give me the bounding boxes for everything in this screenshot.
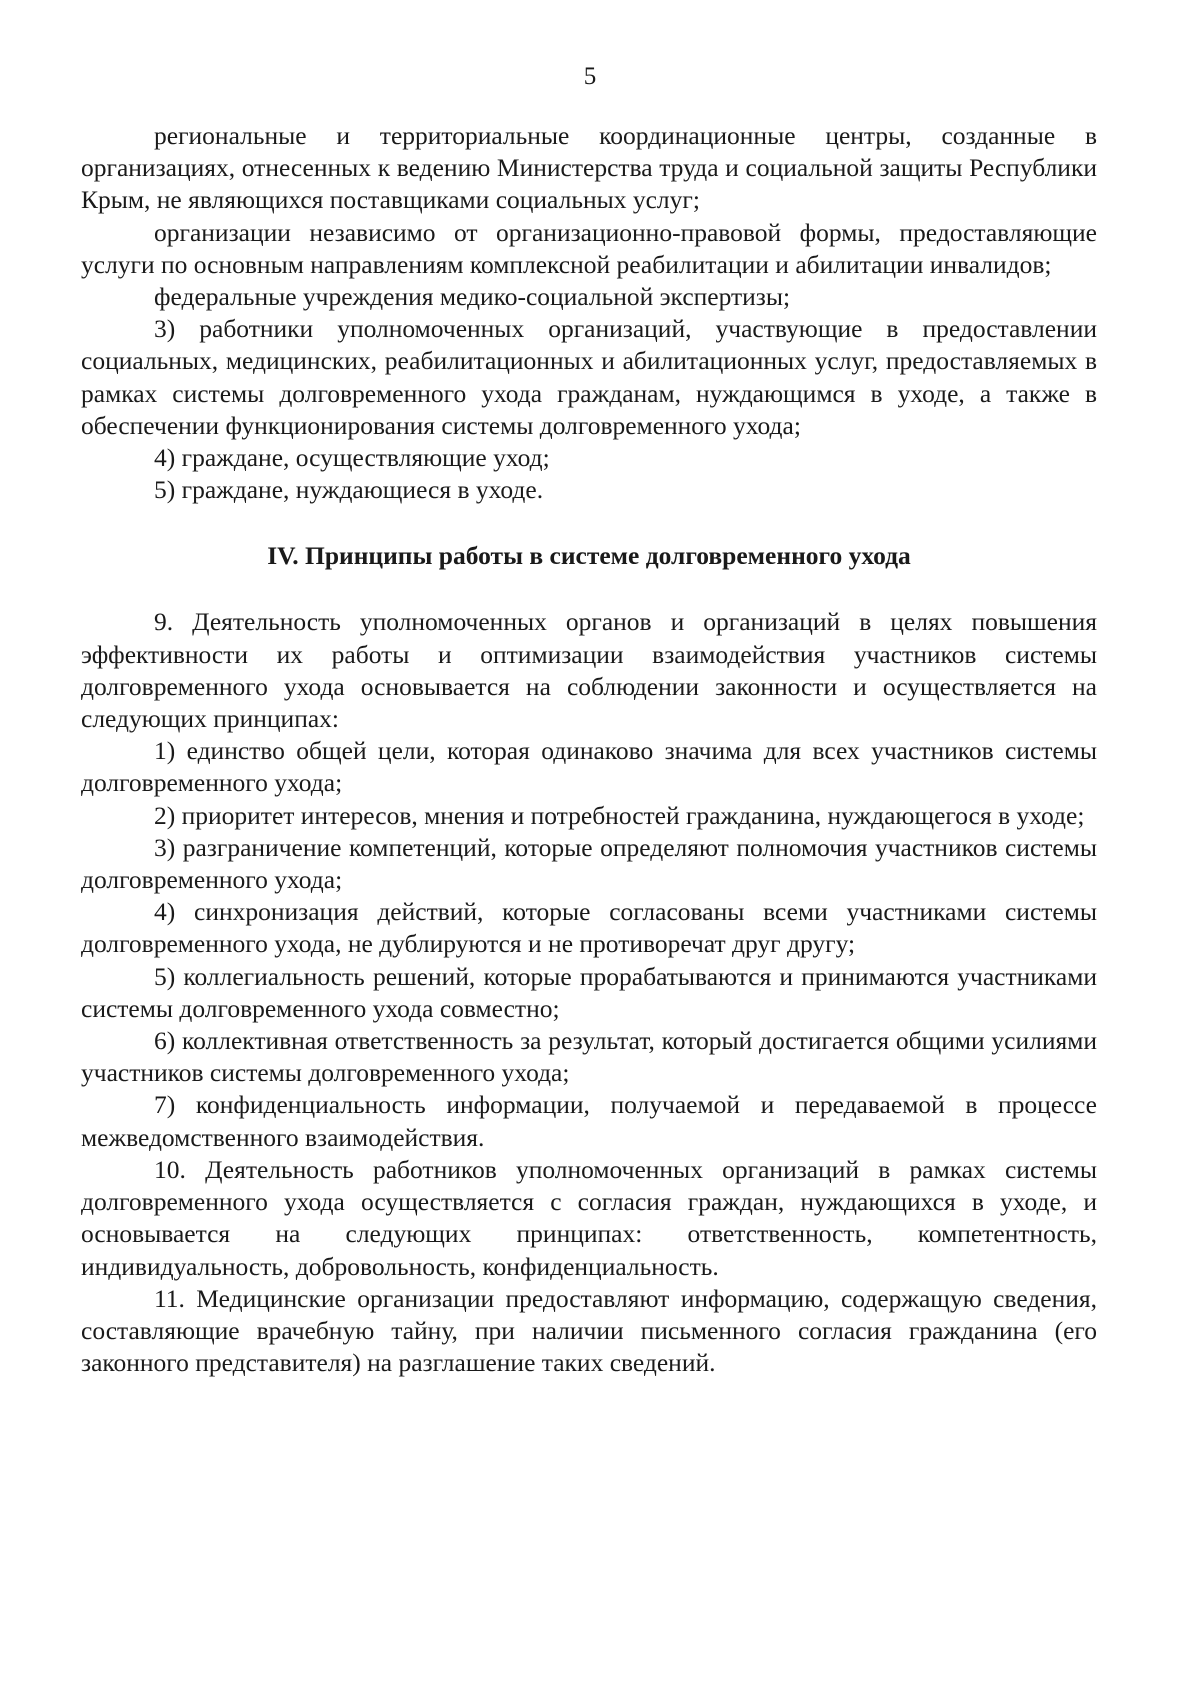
paragraph-10: 10. Деятельность работников уполномоченных организаций в рамках системы долговременного ухода осуществляется с согласия граждан, нуждающихся в уходе, и основывается на следующих принципах: ответственность, компетентность, индивидуальность, добровольность, конфиденциальность. (81, 1154, 1097, 1281)
principle-2: 2) приоритет интересов, мнения и потребностей гражданина, нуждающегося в уходе; (154, 800, 1085, 830)
paragraph-11: 11. Медицинские организации предоставляют информацию, содержащую сведения, составляющие врачебную тайну, при наличии письменного согласия гражданина (его законного представителя) на разглашение таких сведений. (81, 1283, 1097, 1378)
principle-3: 3) разграничение компетенций, которые определяют полномочия участников системы долговременного ухода; (81, 832, 1097, 895)
principle-7: 7) конфиденциальность информации, получаемой и передаваемой в процессе межведомственного взаимодействия. (81, 1090, 1097, 1152)
paragraph-regional-centers: региональные и территориальные координационные центры, созданные в организациях, отнесенных к ведению Министерства труда и социальной защиты Республики Крым, не являющихся поставщиками социальных услуг; (81, 121, 1097, 215)
paragraph-item-4-caregivers: 4) граждане, осуществляющие уход; (154, 443, 550, 473)
paragraph-9: 9. Деятельность уполномоченных органов и организаций в целях повышения эффективности их работы и оптимизации взаимодействия участников системы долговременного ухода основывается на соблюдении законности и осуществляется на следующих принципах: (81, 607, 1097, 734)
page-number: 5 (583, 63, 597, 90)
paragraph-federal-expertise: федеральные учреждения медико-социальной экспертизы; (154, 282, 791, 312)
principle-1: 1) единство общей цели, которая одинаково значима для всех участников системы долговременного ухода; (81, 736, 1097, 798)
principle-6: 6) коллективная ответственность за результат, который достигается общими усилиями участников системы долговременного ухода; (81, 1026, 1097, 1088)
paragraph-item-5-care-recipients: 5) граждане, нуждающиеся в уходе. (154, 475, 544, 505)
principle-4: 4) синхронизация действий, которые согласованы всеми участниками системы долговременного ухода, не дублируются и не противоречат друг другу; (81, 897, 1097, 959)
paragraph-rehab-organizations: организации независимо от организационно-правовой формы, предоставляющие услуги по основным направлениям комплексной реабилитации и абилитации инвалидов; (81, 217, 1097, 279)
paragraph-item-3-workers: 3) работники уполномоченных организаций, участвующие в предоставлении социальных, медицинских, реабилитационных и абилитационных услуг, предоставляемых в рамках системы долговременного ухода гражданам, нуждающимся в уходе, а также в обеспечении функционирования системы долговременного ухода; (81, 314, 1097, 440)
document-body (81, 120, 1097, 1379)
principle-5: 5) коллегиальность решений, которые прорабатываются и принимаются участниками системы долговременного ухода совместно; (81, 961, 1097, 1023)
section-heading: IV. Принципы работы в системе долговременного ухода (267, 541, 911, 571)
